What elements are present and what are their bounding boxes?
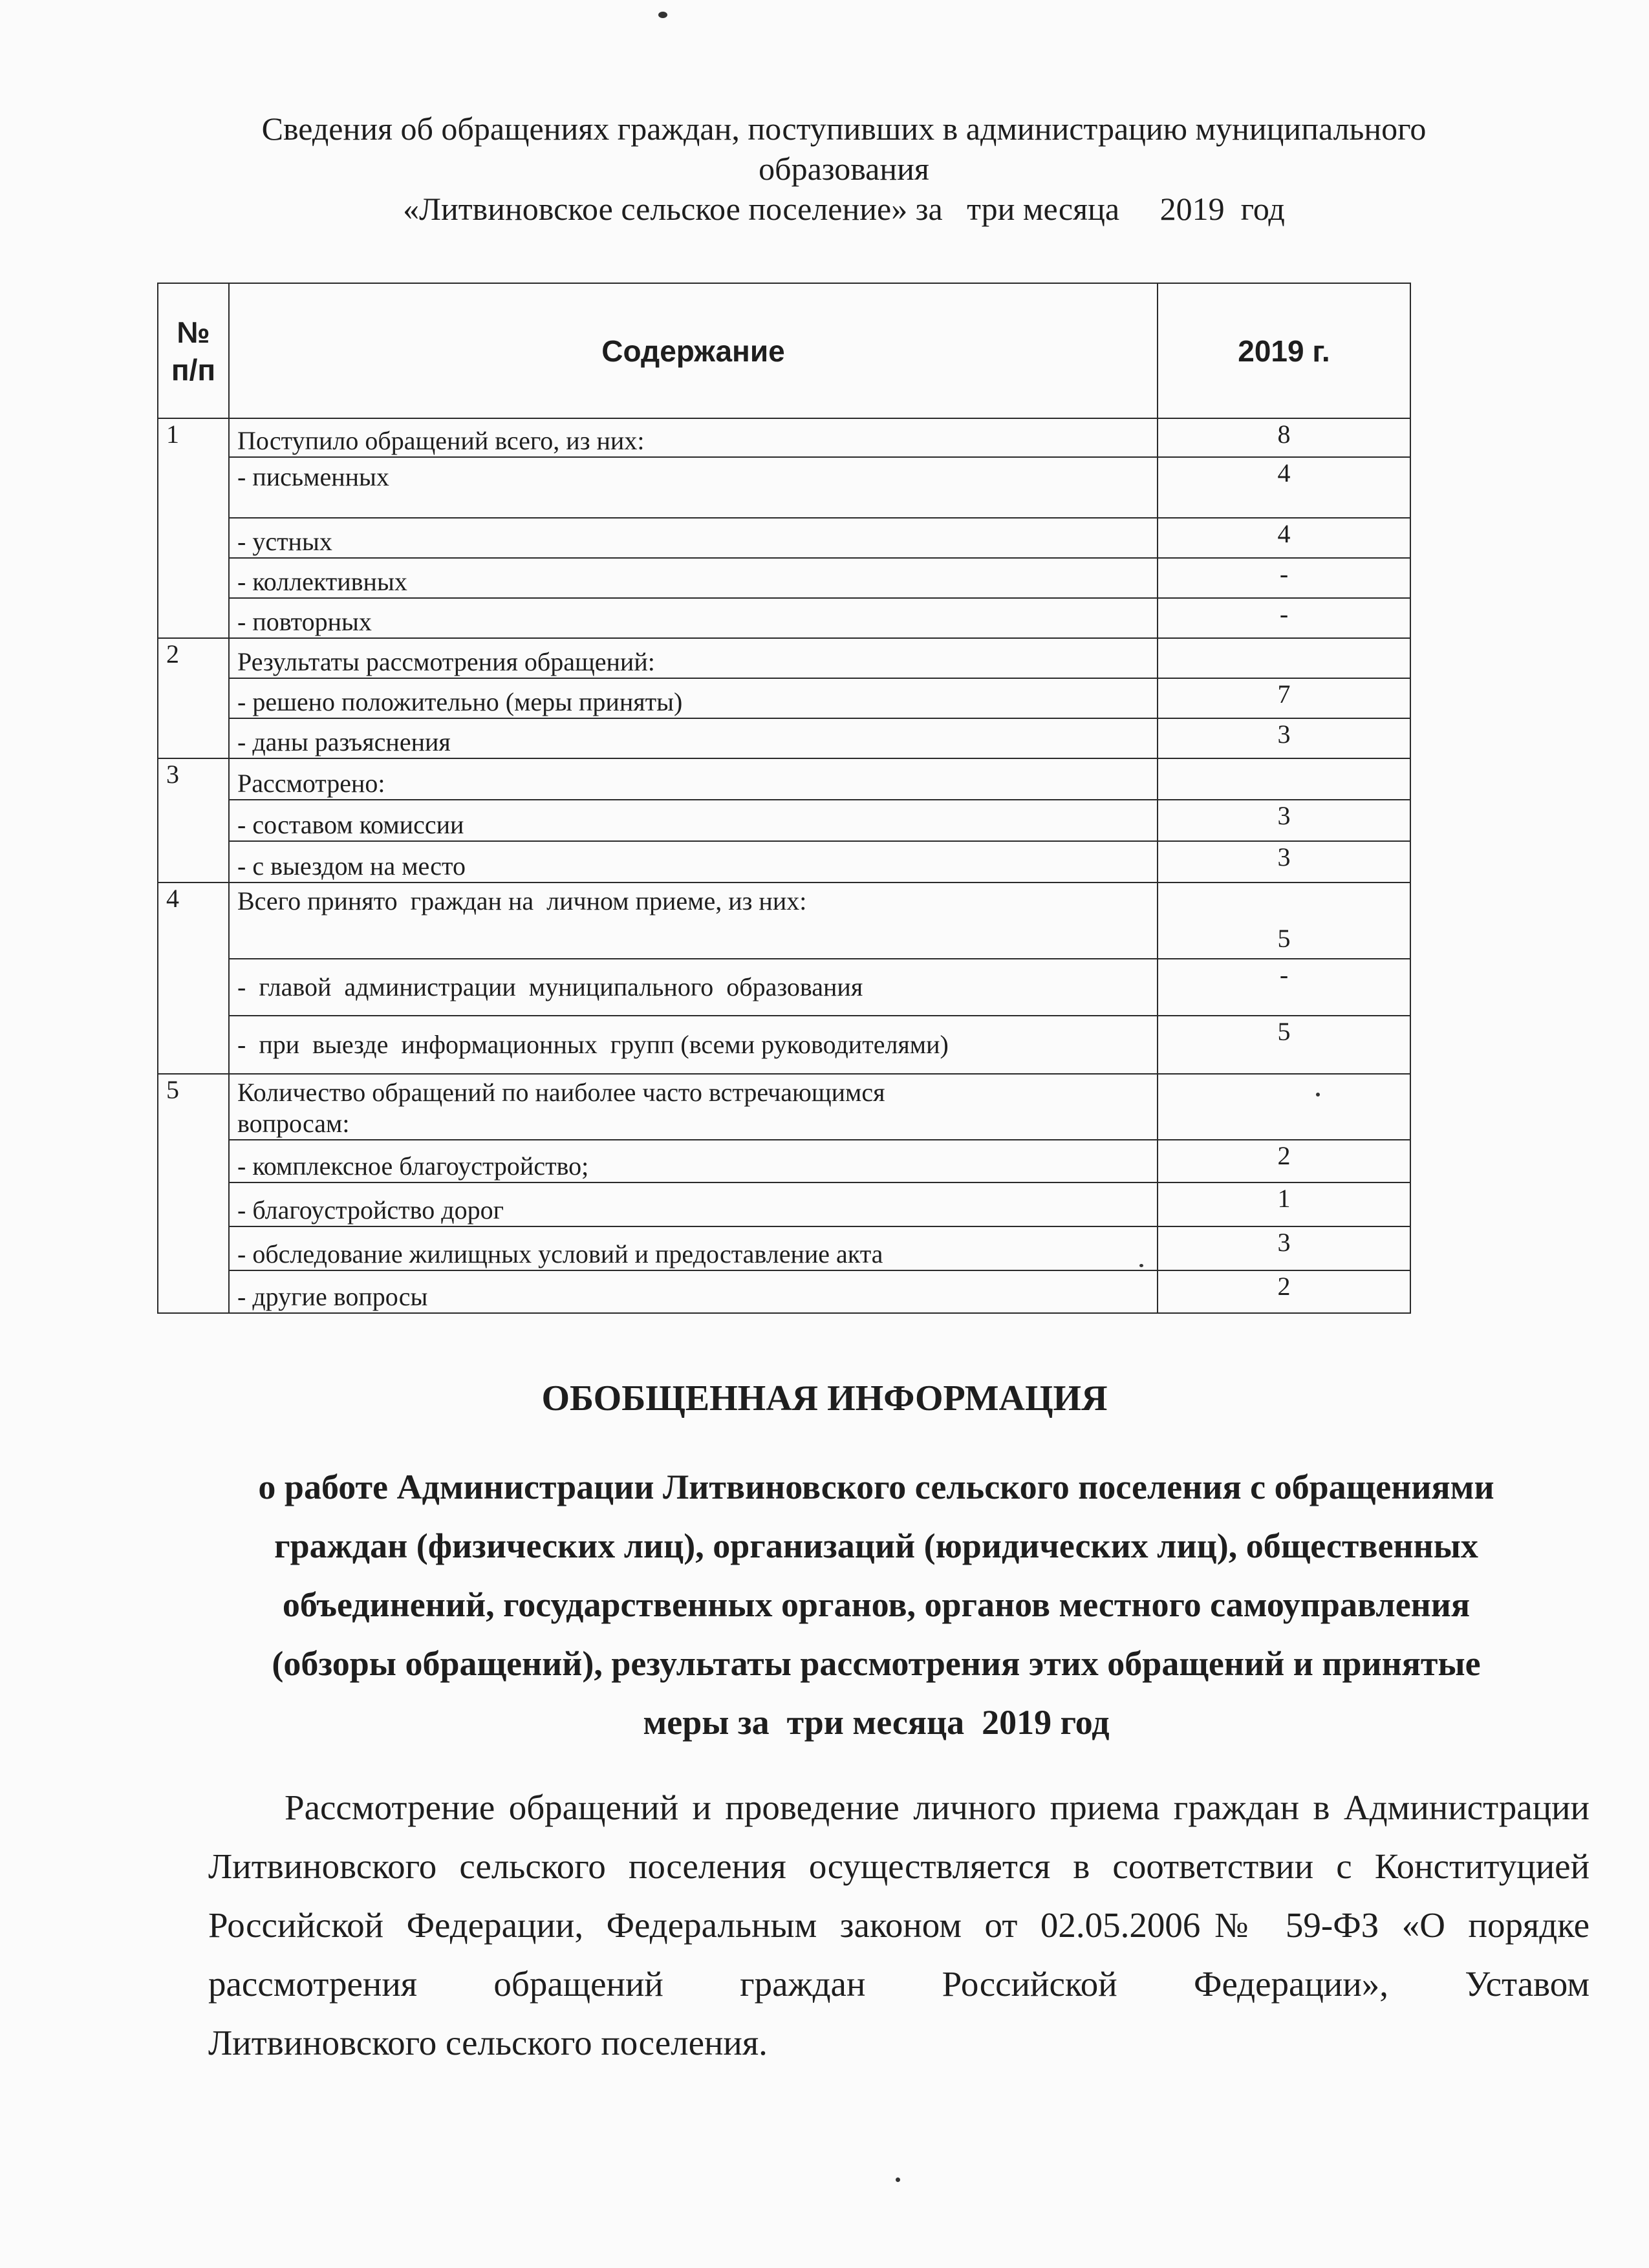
row-value: 5: [1158, 1016, 1410, 1074]
header-year: 2019 г.: [1158, 283, 1410, 418]
table-row: [158, 718, 1410, 758]
row-value: 2: [1158, 1140, 1410, 1182]
row-text: - коллективных: [229, 558, 1158, 598]
table-row: [158, 1016, 1410, 1074]
section-number: 2: [158, 638, 229, 758]
row-value: 1: [1158, 1182, 1410, 1226]
summary-title: ОБОБЩЕННАЯ ИНФОРМАЦИЯ: [541, 1378, 1108, 1418]
table-row: [158, 800, 1410, 841]
row-text: - составом комиссии: [229, 800, 1158, 841]
table-row: [158, 598, 1410, 638]
row-value: 3: [1158, 718, 1410, 758]
row-text: Количество обращений по наиболее часто встречающимся вопросам:: [229, 1074, 1158, 1140]
section-number: 4: [158, 883, 229, 1074]
section-number: 3: [158, 758, 229, 883]
table-row: [158, 1074, 1410, 1140]
subtitle-line: (обзоры обращений), результаты рассмотрения этих обращений и принятые: [272, 1644, 1481, 1683]
title-line: образования: [759, 151, 929, 187]
header-number: № п/п: [158, 283, 229, 418]
row-text: - даны разъяснения: [229, 718, 1158, 758]
row-value: [1158, 638, 1410, 678]
row-value: 4: [1158, 518, 1410, 558]
subtitle-line: объединений, государственных органов, органов местного самоуправления: [282, 1585, 1471, 1624]
table-row: [158, 1140, 1410, 1182]
row-text: - повторных: [229, 598, 1158, 638]
section-number: 1: [158, 418, 229, 638]
table-row: [158, 883, 1410, 959]
row-text: - обследование жилищных условий и предоставление акта: [229, 1226, 1158, 1270]
row-value: [1158, 758, 1410, 800]
row-value: -: [1158, 598, 1410, 638]
body-paragraph: [208, 1778, 1590, 2072]
row-text: Поступило обращений всего, из них:: [229, 418, 1158, 457]
row-value: 2: [1158, 1270, 1410, 1313]
table-row: [158, 1226, 1410, 1270]
table-row: [158, 1182, 1410, 1226]
row-text: - другие вопросы: [229, 1270, 1158, 1313]
row-text: Результаты рассмотрения обращений:: [229, 638, 1158, 678]
row-text: - главой администрации муниципального образования: [229, 959, 1158, 1016]
subtitle-line: меры за три месяца 2019 год: [643, 1703, 1110, 1742]
table-row: [158, 959, 1410, 1016]
row-value: 5: [1158, 883, 1410, 959]
table-row: [158, 758, 1410, 800]
row-text: - решено положительно (меры приняты): [229, 678, 1158, 718]
row-text: - с выездом на место: [229, 841, 1158, 883]
row-text: - письменных: [229, 457, 1158, 518]
row-text: - комплексное благоустройство;: [229, 1140, 1158, 1182]
row-value: 4: [1158, 457, 1410, 518]
table-row: [158, 678, 1410, 718]
table-row: [158, 518, 1410, 558]
row-value: [1158, 1074, 1410, 1140]
row-value: -: [1158, 959, 1410, 1016]
row-text: Рассмотрено:: [229, 758, 1158, 800]
row-value: -: [1158, 558, 1410, 598]
row-value: 3: [1158, 1226, 1410, 1270]
subtitle-line: о работе Администрации Литвиновского сельского поселения с обращениями: [258, 1468, 1494, 1506]
title-line: Сведения об обращениях граждан, поступивших в администрацию муниципального: [261, 111, 1427, 147]
row-value: 3: [1158, 841, 1410, 883]
body-paragraph-last-line: Литвиновского сельского поселения.: [208, 2023, 768, 2062]
subtitle-line: граждан (физических лиц), организаций (юридических лиц), общественных: [274, 1526, 1478, 1565]
row-text: - при выезде информационных групп (всеми руководителями): [229, 1016, 1158, 1074]
appeals-stats-table: [157, 283, 1411, 1314]
row-value: 7: [1158, 678, 1410, 718]
scan-speck: [896, 2177, 900, 2182]
table-row: [158, 841, 1410, 883]
table-row: [158, 558, 1410, 598]
table-header-row: [158, 283, 1410, 418]
summary-subtitle: [136, 1458, 1617, 1752]
header-content: Содержание: [229, 283, 1158, 418]
table-row: [158, 418, 1410, 457]
title-line: «Литвиновское сельское поселение» за три месяца 2019 год: [403, 191, 1285, 227]
section-number: 5: [158, 1074, 229, 1313]
body-paragraph-text: Рассмотрение обращений и проведение личного приема граждан в Администрации Литвиновского сельского поселения осуществляется в соответствии с Конституцией Российской Федерации, Федеральным законом от 02.05.2006№ 59-ФЗ «О порядке рассмотрения обращений граждан Российской Федерации», Уставом: [208, 1788, 1590, 2004]
table-row: [158, 1270, 1410, 1313]
scan-speck: [658, 12, 667, 18]
table-row: [158, 638, 1410, 678]
row-text: - благоустройство дорог: [229, 1182, 1158, 1226]
row-text: Всего принято граждан на личном приеме, из них:: [229, 883, 1158, 959]
table-row: [158, 457, 1410, 518]
document-title: [129, 109, 1558, 229]
row-text: - устных: [229, 518, 1158, 558]
row-value: 8: [1158, 418, 1410, 457]
row-value: 3: [1158, 800, 1410, 841]
